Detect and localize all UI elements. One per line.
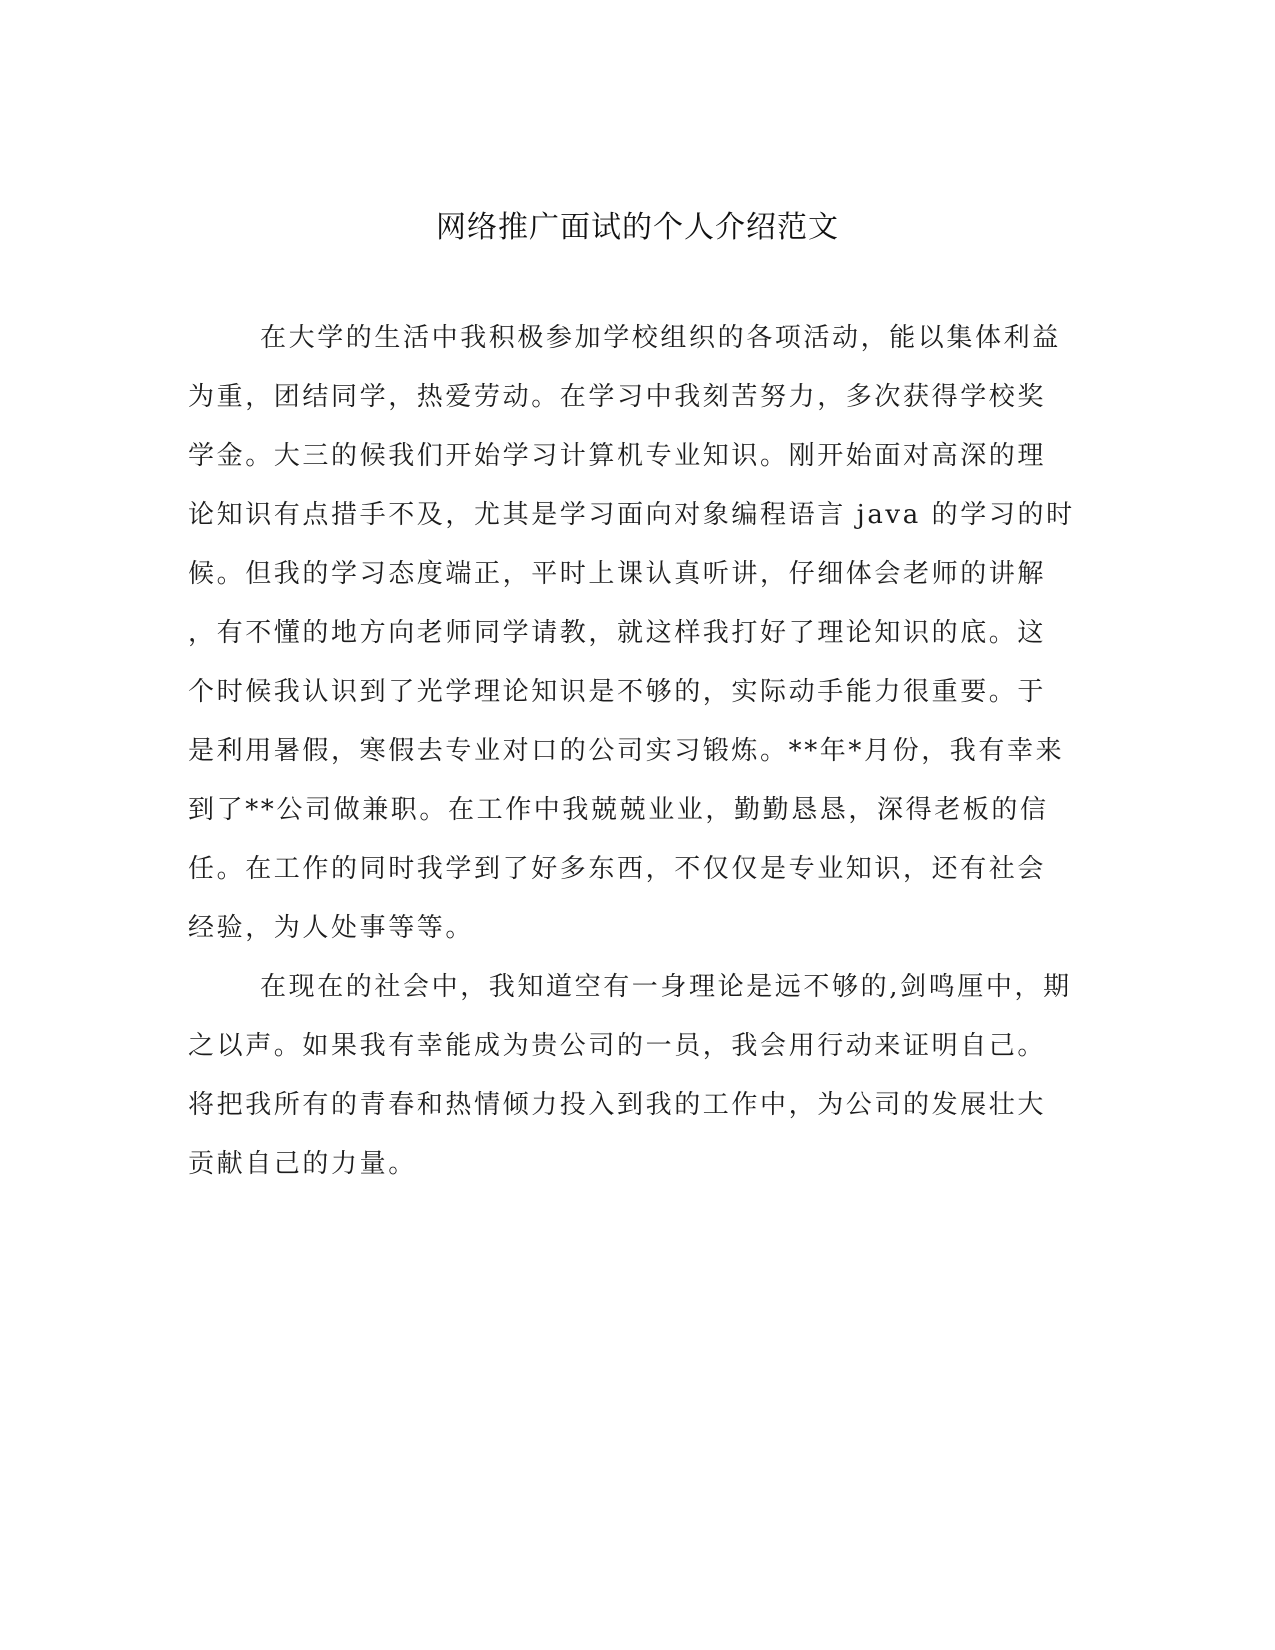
paragraph-1-line-8: 是利用暑假，寒假去专业对口的公司实习锻炼。**年*月份，我有幸来	[188, 736, 1065, 766]
paragraph-1-line-5: 候。但我的学习态度端正，平时上课认真听讲，仔细体会老师的讲解	[188, 559, 1047, 589]
paragraph-1-line-2: 为重，团结同学，热爱劳动。在学习中我刻苦努力，多次获得学校奖	[188, 382, 1047, 412]
paragraph-1-line-10: 任。在工作的同时我学到了好多东西，不仅仅是专业知识，还有社会	[188, 854, 1047, 884]
paragraph-2-line-2: 之以声。如果我有幸能成为贵公司的一员，我会用行动来证明自己。	[188, 1031, 1047, 1061]
paragraph-1-line-6: ，有不懂的地方向老师同学请教，就这样我打好了理论知识的底。这	[188, 618, 1047, 648]
paragraph-2-line-4: 贡献自己的力量。	[188, 1149, 417, 1179]
paragraph-1-line-7: 个时候我认识到了光学理论知识是不够的，实际动手能力很重要。于	[188, 677, 1047, 707]
paragraph-2-line-1: 在现在的社会中，我知道空有一身理论是远不够的,剑鸣厘中，期	[260, 972, 1072, 1002]
paragraph-2-line-3: 将把我所有的青春和热情倾力投入到我的工作中，为公司的发展壮大	[188, 1090, 1047, 1120]
paragraph-1-line-9: 到了**公司做兼职。在工作中我兢兢业业，勤勤恳恳，深得老板的信	[188, 795, 1049, 825]
paragraph-1-line-3: 学金。大三的候我们开始学习计算机专业知识。刚开始面对高深的理	[188, 441, 1047, 471]
paragraph-1-line-4: 论知识有点措手不及，尤其是学习面向对象编程语言 java 的学习的时	[188, 500, 1075, 530]
paragraph-1-line-1: 在大学的生活中我积极参加学校组织的各项活动，能以集体利益	[260, 323, 1061, 353]
paragraph-1-line-11: 经验，为人处事等等。	[188, 913, 475, 943]
document-title: 网络推广面试的个人介绍范文	[436, 210, 839, 245]
